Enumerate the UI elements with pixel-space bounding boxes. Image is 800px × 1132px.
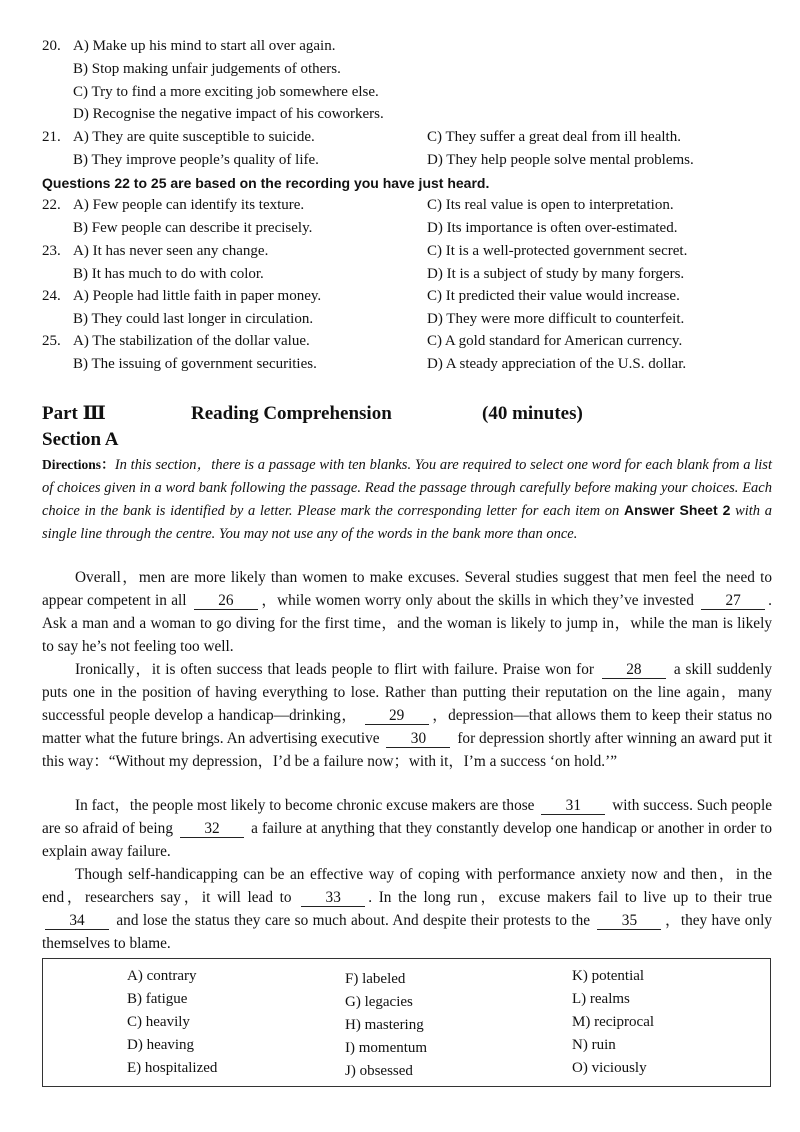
blank-27: 27 xyxy=(701,592,765,610)
word-bank-item: F) labeled xyxy=(345,971,406,987)
question-number: 25. xyxy=(42,333,61,349)
blank-30: 30 xyxy=(386,730,450,748)
question-25-option-c: C) A gold standard for American currency. xyxy=(427,333,683,349)
word-bank-item: B) fatigue xyxy=(127,991,188,1007)
question-20-option-a: 20. A) Make up his mind to start all over again. xyxy=(42,38,336,54)
question-20-option-b: B) Stop making unfair judgements of others. xyxy=(73,61,341,77)
question-20-option-c: C) Try to find a more exciting job somewhere else. xyxy=(73,84,379,100)
blank-34: 34 xyxy=(45,912,109,930)
question-number: 22. xyxy=(42,197,61,213)
passage-paragraph-1: Overall，men are more likely than women to make excuses. Several studies suggest that men feel the need to appear competent in all 26 ，while women worry only about the skills in which they’ve invested 27 . Ask a man and a woman to go diving for the first time，and the woman is likely to jump in，while the man is likely to say he’s not feeling too well. xyxy=(42,569,772,655)
word-bank-item: N) ruin xyxy=(572,1037,616,1053)
question-23-option-d: D) It is a subject of study by many forgers. xyxy=(427,266,685,282)
blank-35: 35 xyxy=(597,912,661,930)
word-bank-item: J) obsessed xyxy=(345,1063,413,1079)
part-label: Part Ⅲ xyxy=(42,403,106,424)
word-bank xyxy=(42,958,771,1087)
passage-paragraph-3: In fact，the people most likely to become chronic excuse makers are those 31 with success. Such people are so afraid of being 32 a failure at anything that they constantly develop one handicap or another in order to explain away failure. xyxy=(42,797,772,860)
passage-paragraph-2: Ironically，it is often success that leads people to flirt with failure. Praise won for 28 a skill suddenly puts one in the position of having everything to lose. Rather than putting their reputation on the line again，many successful people develop a handicap—drinking， 29 ，depression—that allows them to keep their status no matter what the future brings. An advertising executive 30 for depression shortly after winning an award put it this way：“Without my depression，I’d be a failure now；with it，I’m a success ‘on hold.’” xyxy=(42,661,773,770)
blank-31: 31 xyxy=(541,797,605,815)
question-number: 23. xyxy=(42,243,61,259)
section-heading: Section A xyxy=(42,429,119,450)
part-time: (40 minutes) xyxy=(482,403,583,424)
question-number: 24. xyxy=(42,288,61,304)
question-23-option-a: 23. A) It has never seen any change. xyxy=(42,243,269,259)
passage-paragraph-4: Though self-handicapping can be an effective way of coping with performance anxiety now and then，in the end，researchers say，it will lead to 33 . In the long run，excuse makers fail to live up to their true 34 and lose the status they care so much about. And despite their protests to the 35 ，they have only themselves to blame. xyxy=(42,866,772,952)
directions: Directions：In this section，there is a passage with ten blanks. You are required to select one word for each blank from a list of choices given in a word bank following the passage. Read the passage through carefully before making your choices. Each choice in the bank is identified by a letter. Please mark the corresponding letter for each item on Answer Sheet 2 with a single line through the centre. You may not use any of the words in the bank more than once. xyxy=(42,457,772,543)
question-21-option-a: 21. A) They are quite susceptible to suicide. xyxy=(42,129,315,145)
word-bank-item: E) hospitalized xyxy=(127,1060,218,1076)
question-22-option-b: B) Few people can describe it precisely. xyxy=(73,220,313,236)
question-20-option-d: D) Recognise the negative impact of his coworkers. xyxy=(73,106,384,122)
question-21-option-d: D) They help people solve mental problems. xyxy=(427,152,694,168)
question-24-option-d: D) They were more difficult to counterfeit. xyxy=(427,311,685,327)
question-25-option-a: 25. A) The stabilization of the dollar value. xyxy=(42,333,310,349)
questions-22-25-note: Questions 22 to 25 are based on the recording you have just heard. xyxy=(42,175,490,191)
directions-label: Directions： xyxy=(42,457,115,472)
question-22-option-a: 22. A) Few people can identify its texture. xyxy=(42,197,305,213)
question-21-option-b: B) They improve people’s quality of life. xyxy=(73,152,319,168)
word-bank-item: G) legacies xyxy=(345,994,413,1010)
question-25-option-b: B) The issuing of government securities. xyxy=(73,356,317,372)
question-24-option-c: C) It predicted their value would increase. xyxy=(427,288,680,304)
question-25-option-d: D) A steady appreciation of the U.S. dollar. xyxy=(427,356,687,372)
question-23-option-c: C) It is a well-protected government secret. xyxy=(427,243,688,259)
word-bank-item: A) contrary xyxy=(127,968,197,984)
blank-28: 28 xyxy=(602,661,666,679)
question-22-option-c: C) Its real value is open to interpretation. xyxy=(427,197,674,213)
word-bank-item: C) heavily xyxy=(127,1014,190,1030)
word-bank-item: O) viciously xyxy=(572,1060,647,1076)
word-bank-item: D) heaving xyxy=(127,1037,195,1053)
question-23-option-b: B) It has much to do with color. xyxy=(73,266,264,282)
word-bank-item: L) realms xyxy=(572,991,630,1007)
blank-33: 33 xyxy=(301,889,365,907)
part-title: Reading Comprehension xyxy=(191,403,392,424)
word-bank-item: M) reciprocal xyxy=(572,1014,655,1030)
question-number: 20. xyxy=(42,38,61,54)
word-bank-item: H) mastering xyxy=(345,1017,424,1033)
question-24-option-a: 24. A) People had little faith in paper money. xyxy=(42,288,322,304)
question-number: 21. xyxy=(42,129,61,145)
blank-29: 29 xyxy=(365,707,429,725)
question-24-option-b: B) They could last longer in circulation. xyxy=(73,311,314,327)
word-bank-item: K) potential xyxy=(572,968,645,984)
blank-32: 32 xyxy=(180,820,244,838)
blank-26: 26 xyxy=(194,592,258,610)
word-bank-item: I) momentum xyxy=(345,1040,428,1056)
answer-sheet-ref: Answer Sheet 2 xyxy=(623,502,731,519)
question-22-option-d: D) Its importance is often over-estimated. xyxy=(427,220,678,236)
question-21-option-c: C) They suffer a great deal from ill health. xyxy=(427,129,681,145)
